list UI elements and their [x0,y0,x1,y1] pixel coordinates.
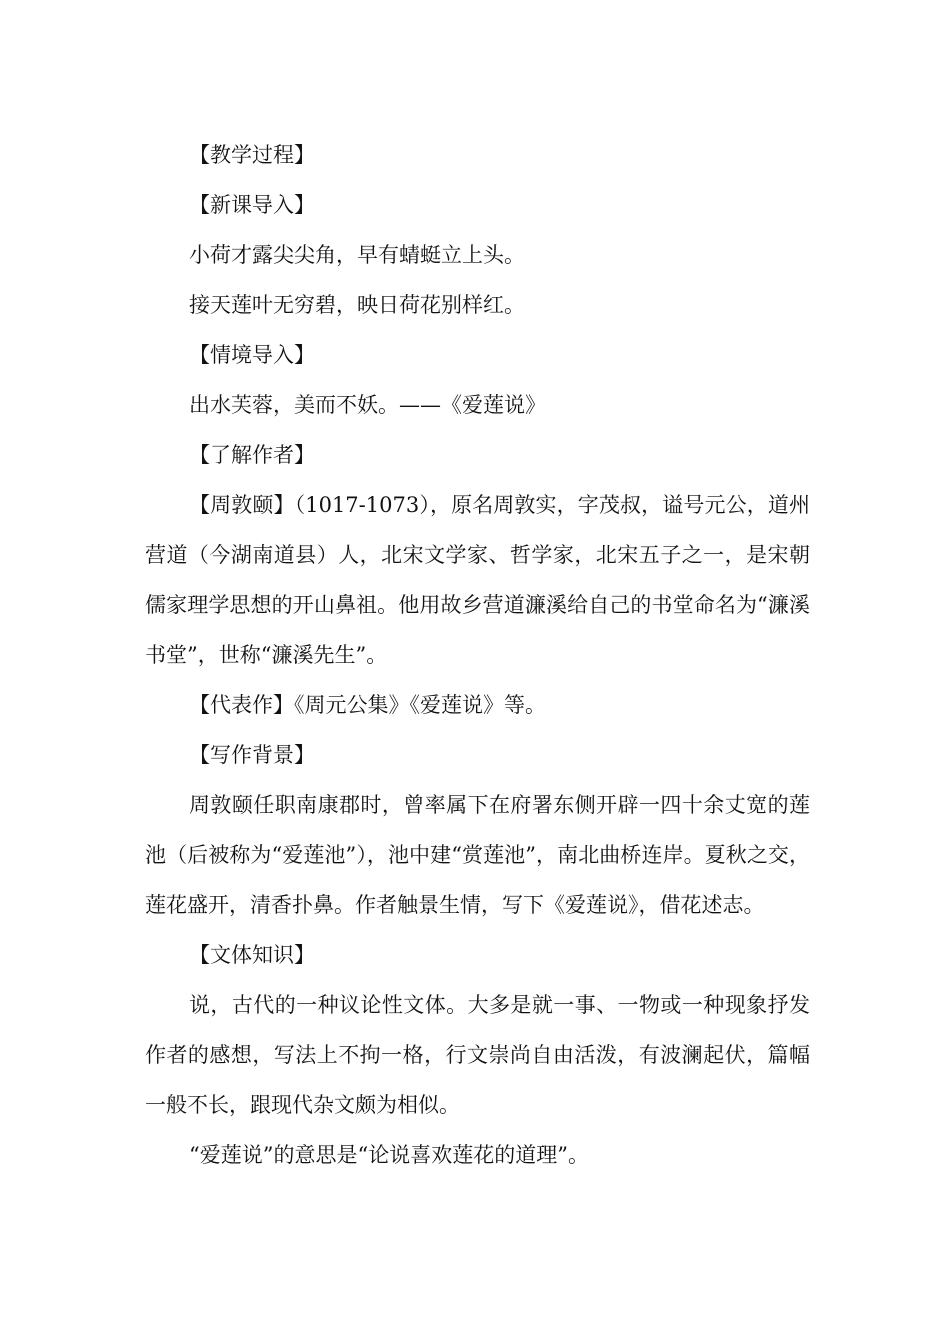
author-bio-paragraph: 【周敦颐】（1017-1073），原名周敦实，字茂叔，谥号元公，道州营道（今湖南道县）人，北宋文学家、哲学家，北宋五子之一，是宋朝儒家理学思想的开山鼻祖。他用故乡营道濂溪给自己的书堂命名为“濂溪书堂”，世称“濂溪先生”。 [145,493,810,667]
genre-paragraph: 说，古代的一种议论性文体。大多是就一事、一物或一种现象抒发作者的感想，写法上不拘一格，行文崇尚自由活泼，有波澜起伏，篇幅一般不长，跟现代杂文颇为相似。 [145,993,810,1117]
document-body [145,130,810,1180]
section-heading-new-lesson-intro: 【新课导入】 [189,193,315,217]
poem-line-2: 接天莲叶无穷碧，映日荷花别样红。 [189,293,525,317]
section-heading-genre-knowledge: 【文体知识】 [189,943,315,967]
section-heading-teaching-process: 【教学过程】 [189,143,315,167]
section-heading-context-intro: 【情境导入】 [189,343,315,367]
title-meaning-paragraph: “爱莲说”的意思是“论说喜欢莲花的道理”。 [189,1143,589,1167]
section-heading-about-author: 【了解作者】 [189,443,315,467]
representative-works-paragraph: 【代表作】《周元公集》《爱莲说》等。 [189,693,546,717]
section-heading-writing-background: 【写作背景】 [189,743,315,767]
background-paragraph: 周敦颐任职南康郡时，曾率属下在府署东侧开辟一四十余丈宽的莲池（后被称为“爱莲池”），池中建“赏莲池”，南北曲桥连岸。夏秋之交，莲花盛开，清香扑鼻。作者触景生情，写下《爱莲说》，借花述志。 [145,793,810,917]
quote-line: 出水芙蓉，美而不妖。——《爱莲说》 [189,393,546,417]
poem-line-1: 小荷才露尖尖角，早有蜻蜓立上头。 [189,243,525,267]
